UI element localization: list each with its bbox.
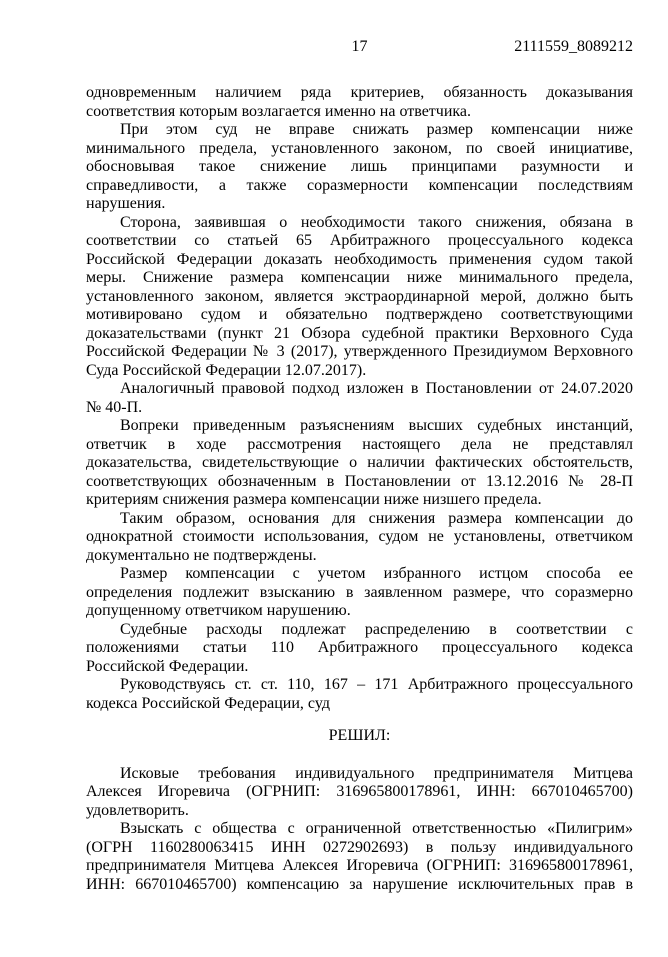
text-line: Исковые требования индивидуального предпринимателя Митцева (120, 764, 633, 782)
page-number: 17 (351, 38, 368, 55)
text-line: При этом суд не вправе снижать размер компенсации ниже (120, 121, 633, 138)
paragraph (86, 417, 633, 510)
text-line: однократной стоимости использования, судом не установлены, ответчиком (86, 528, 633, 545)
text-line: удовлетворить. (86, 801, 189, 819)
text-line: Сторона, заявившая о необходимости такого снижения, обязана в (120, 213, 633, 231)
document-body (86, 84, 633, 894)
text-line: Суда Российской Федерации 12.07.2017). (86, 361, 367, 379)
text-line: Руководствуясь ст. ст. 110, 167 – 171 Арбитражного процессуального (120, 676, 633, 693)
text-line: Российской Федерации доказать необходимость применения судом такой (86, 250, 633, 268)
text-line: Взыскать с общества с ограниченной ответственностью «Пилигрим» (120, 820, 633, 837)
text-line: минимального предела, установленного законом, по своей инициативе, (86, 139, 633, 157)
decision-heading: РЕШИЛ: (328, 727, 391, 744)
paragraph (86, 676, 633, 713)
text-line: документально не подтверждены. (86, 546, 317, 564)
paragraph (86, 820, 633, 894)
text-line: № 40-П. (86, 398, 143, 416)
text-line: одновременным наличием ряда критериев, обязанность доказывания (86, 84, 633, 101)
text-line: доказательствами (пункт 21 Обзора судебной практики Верховного Суда (86, 324, 633, 342)
paragraph (86, 565, 633, 621)
text-line: критериям снижения размера компенсации ниже низшего предела. (86, 491, 542, 508)
text-line: соответствующих обозначенным в Постановлении от 13.12.2016 № 28-П (86, 472, 633, 490)
text-line: определения подлежит взысканию в заявленном размере, что соразмерно (86, 583, 633, 601)
page-header (86, 38, 633, 57)
text-line: положениями статьи 110 Арбитражного процессуального кодекса (86, 639, 633, 656)
text-line: обосновывая такое снижение лишь принципами разумности и (86, 158, 633, 175)
text-line: меры. Снижение размера компенсации ниже минимального предела, (86, 269, 633, 286)
paragraph (86, 121, 633, 214)
text-line: ответчик в ходе рассмотрения настоящего дела не представлял (86, 435, 633, 453)
text-line: Алексея Игоревича (ОГРНИП: 316965800178961, ИНН: 667010465700) (86, 783, 633, 800)
text-line: допущенному ответчиком нарушению. (86, 602, 351, 619)
paragraph (86, 214, 633, 381)
text-line: Аналогичный правовой подход изложен в Постановлении от 24.07.2020 (120, 380, 633, 397)
paragraph (86, 510, 633, 566)
text-line: установленного законом, является экстраординарной мерой, должно быть (86, 287, 633, 305)
text-line: доказательства, свидетельствующие о наличии фактических обстоятельств, (86, 454, 633, 471)
text-line: (ОГРН 1160280063415 ИНН 0272902693) в пользу индивидуального (86, 838, 633, 856)
text-line: Российской Федерации. (86, 657, 249, 675)
text-line: мотивировано судом и обязательно подтверждено соответствующими (86, 306, 633, 323)
paragraph (86, 765, 633, 821)
text-line: нарушения. (86, 195, 166, 212)
document-id: 2111559_8089212 (514, 38, 633, 55)
text-line: Российской Федерации № 3 (2017), утвержденного Президиумом Верховного (86, 343, 633, 360)
text-line: предпринимателя Митцева Алексея Игоревича (ОГРНИП: 316965800178961, (86, 857, 633, 874)
text-line: справедливости, а также соразмерности компенсации последствиям (86, 176, 633, 194)
text-line: Судебные расходы подлежат распределению в соответствии с (120, 620, 633, 638)
text-line: ИНН: 667010465700) компенсацию за нарушение исключительных прав в (86, 875, 633, 893)
text-line: соответствия которым возлагается именно на ответчика. (86, 102, 472, 120)
text-line: соответствии со статьей 65 Арбитражного процессуального кодекса (86, 232, 633, 249)
text-line: Вопреки приведенным разъяснениям высших судебных инстанций, (120, 417, 633, 434)
paragraph (86, 380, 633, 417)
paragraph (86, 84, 633, 121)
text-line: кодекса Российской Федерации, суд (86, 694, 330, 712)
paragraph (86, 621, 633, 677)
text-line: Таким образом, основания для снижения размера компенсации до (120, 509, 633, 527)
text-line: Размер компенсации с учетом избранного истцом способа ее (120, 565, 633, 582)
